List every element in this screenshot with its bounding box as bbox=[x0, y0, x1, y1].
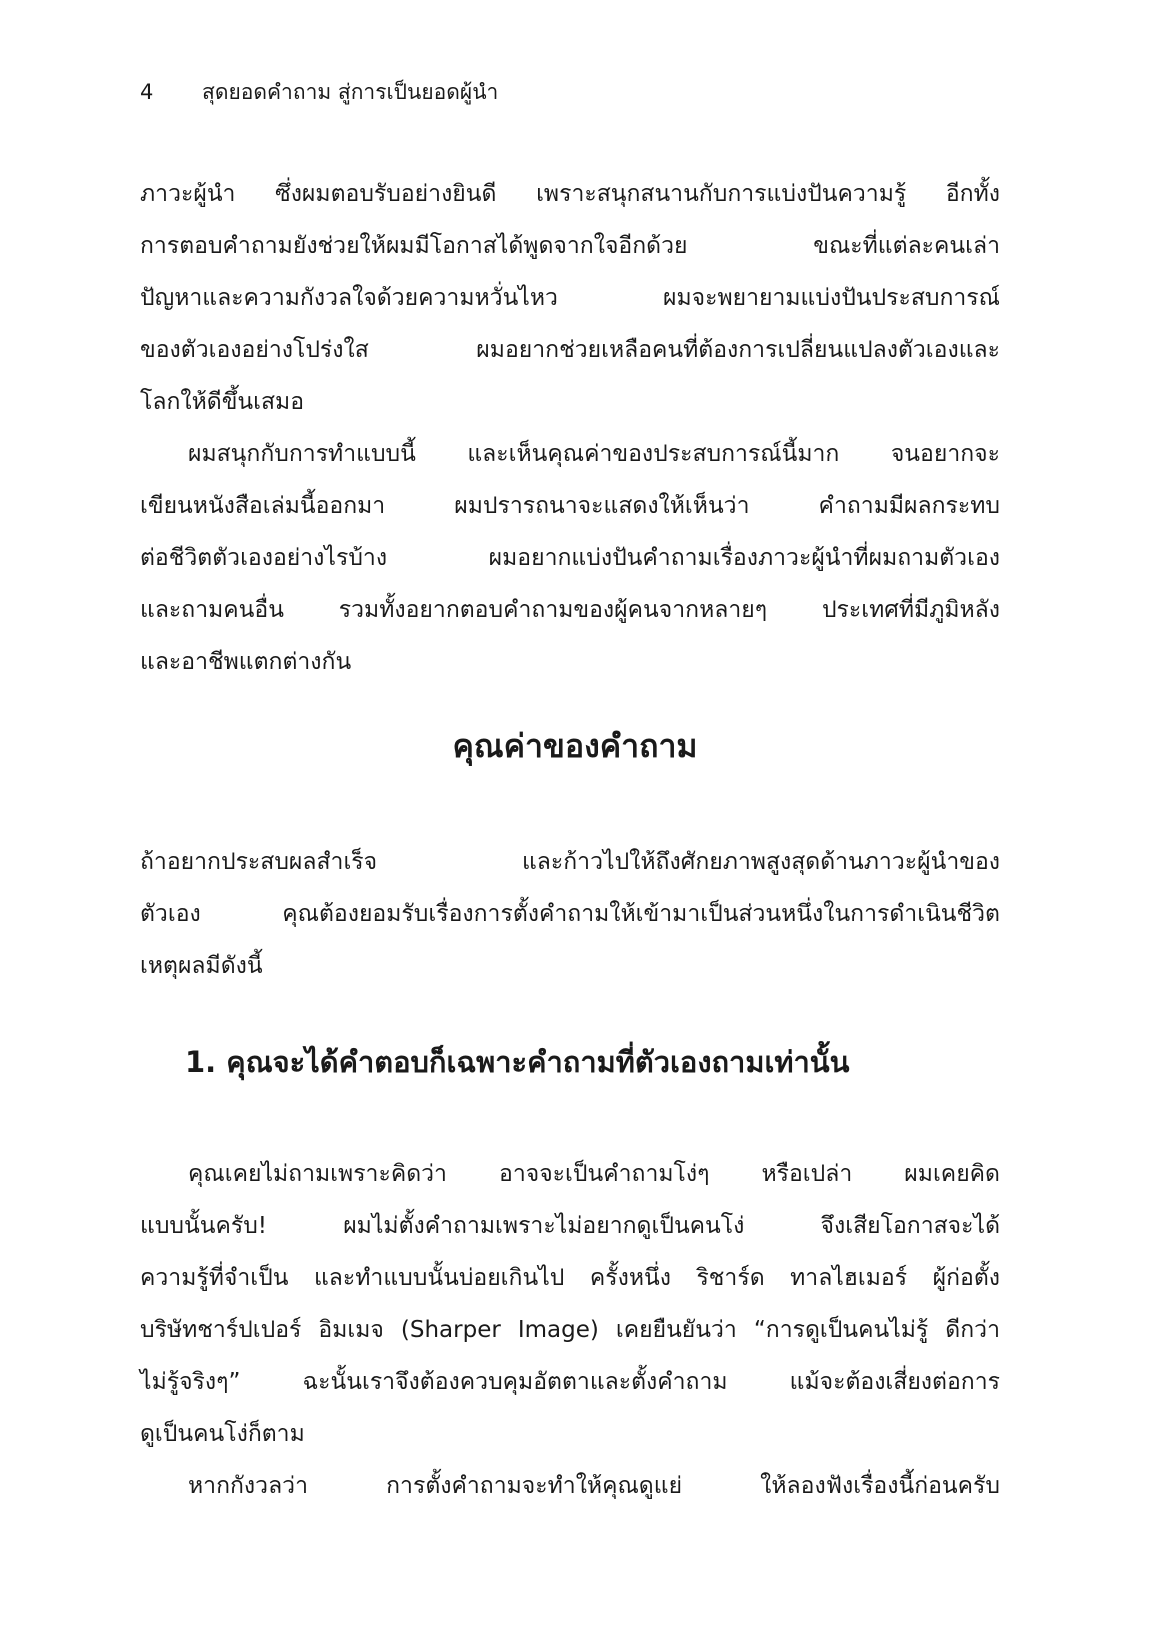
text-line: ผมสนุกกับการทำแบบนี้ และเห็นคุณค่าของประสบการณ์นี้มาก จนอยากจะ bbox=[188, 441, 1000, 467]
book-title: สุดยอดคำถาม สู่การเป็นยอดผู้นำ bbox=[202, 80, 499, 104]
text-line: เหตุผลมีดังนี้ bbox=[140, 953, 263, 979]
text-line: โลกให้ดีขึ้นเสมอ bbox=[140, 389, 305, 415]
text-line: ตัวเอง คุณต้องยอมรับเรื่องการตั้งคำถามให้เข้ามาเป็นส่วนหนึ่งในการดำเนินชีวิต bbox=[140, 901, 1000, 927]
text-line: ของตัวเองอย่างโปร่งใส ผมอยากช่วยเหลือคนที่ต้องการเปลี่ยนแปลงตัวเองและ bbox=[140, 337, 1000, 363]
page-number: 4 bbox=[140, 80, 154, 104]
paragraph bbox=[140, 428, 1000, 688]
paragraph-continued bbox=[140, 168, 1000, 428]
text-line: คุณเคยไม่ถามเพราะคิดว่า อาจจะเป็นคำถามโง่ๆ หรือเปล่า ผมเคยคิด bbox=[188, 1161, 1000, 1187]
paragraph bbox=[140, 836, 1000, 992]
text-line: ต่อชีวิตตัวเองอย่างไรบ้าง ผมอยากแบ่งปันคำถามเรื่องภาวะผู้นำที่ผมถามตัวเอง bbox=[140, 545, 1000, 571]
text-line: และอาชีพแตกต่างกัน bbox=[140, 649, 352, 675]
text-line: เขียนหนังสือเล่มนี้ออกมา ผมปรารถนาจะแสดงให้เห็นว่า คำถามมีผลกระทบ bbox=[140, 493, 1000, 519]
running-header bbox=[140, 74, 498, 110]
text-line: และถามคนอื่น รวมทั้งอยากตอบคำถามของผู้คนจากหลายๆ ประเทศที่มีภูมิหลัง bbox=[140, 597, 1000, 623]
text-line: ดูเป็นคนโง่ก็ตาม bbox=[140, 1421, 305, 1447]
text-line: ถ้าอยากประสบผลสำเร็จ และก้าวไปให้ถึงศักยภาพสูงสุดด้านภาวะผู้นำของ bbox=[140, 849, 1000, 875]
text-line: ภาวะผู้นำ ซึ่งผมตอบรับอย่างยินดี เพราะสนุกสนานกับการแบ่งปันความรู้ อีกทั้ง bbox=[140, 181, 1000, 207]
subsection-heading: 1. คุณจะได้คำตอบก็เฉพาะคำถามที่ตัวเองถามเท่านั้น bbox=[185, 1045, 850, 1079]
text-line: ปัญหาและความกังวลใจด้วยความหวั่นไหว ผมจะพยายามแบ่งปันประสบการณ์ bbox=[140, 285, 1000, 311]
paragraph bbox=[140, 1460, 1000, 1512]
text-line: แบบนั้นครับ! ผมไม่ตั้งคำถามเพราะไม่อยากดูเป็นคนโง่ จึงเสียโอกาสจะได้ bbox=[140, 1213, 1000, 1239]
text-line: บริษัทชาร์ปเปอร์ อิมเมจ (Sharper Image) เคยยืนยันว่า “การดูเป็นคนไม่รู้ ดีกว่า bbox=[140, 1317, 1000, 1343]
text-line: การตอบคำถามยังช่วยให้ผมมีโอกาสได้พูดจากใจอีกด้วย ขณะที่แต่ละคนเล่า bbox=[140, 233, 1000, 259]
section-heading: คุณค่าของคำถาม bbox=[452, 727, 698, 765]
text-line: ไม่รู้จริงๆ” ฉะนั้นเราจึงต้องควบคุมอัตตาและตั้งคำถาม แม้จะต้องเสี่ยงต่อการ bbox=[140, 1369, 1000, 1395]
text-line: หากกังวลว่า การตั้งคำถามจะทำให้คุณดูแย่ ให้ลองฟังเรื่องนี้ก่อนครับ bbox=[188, 1473, 1000, 1499]
paragraph bbox=[140, 1148, 1000, 1460]
text-line: ความรู้ที่จำเป็น และทำแบบนั้นบ่อยเกินไป ครั้งหนึ่ง ริชาร์ด ทาลไฮเมอร์ ผู้ก่อตั้ง bbox=[140, 1265, 1000, 1291]
